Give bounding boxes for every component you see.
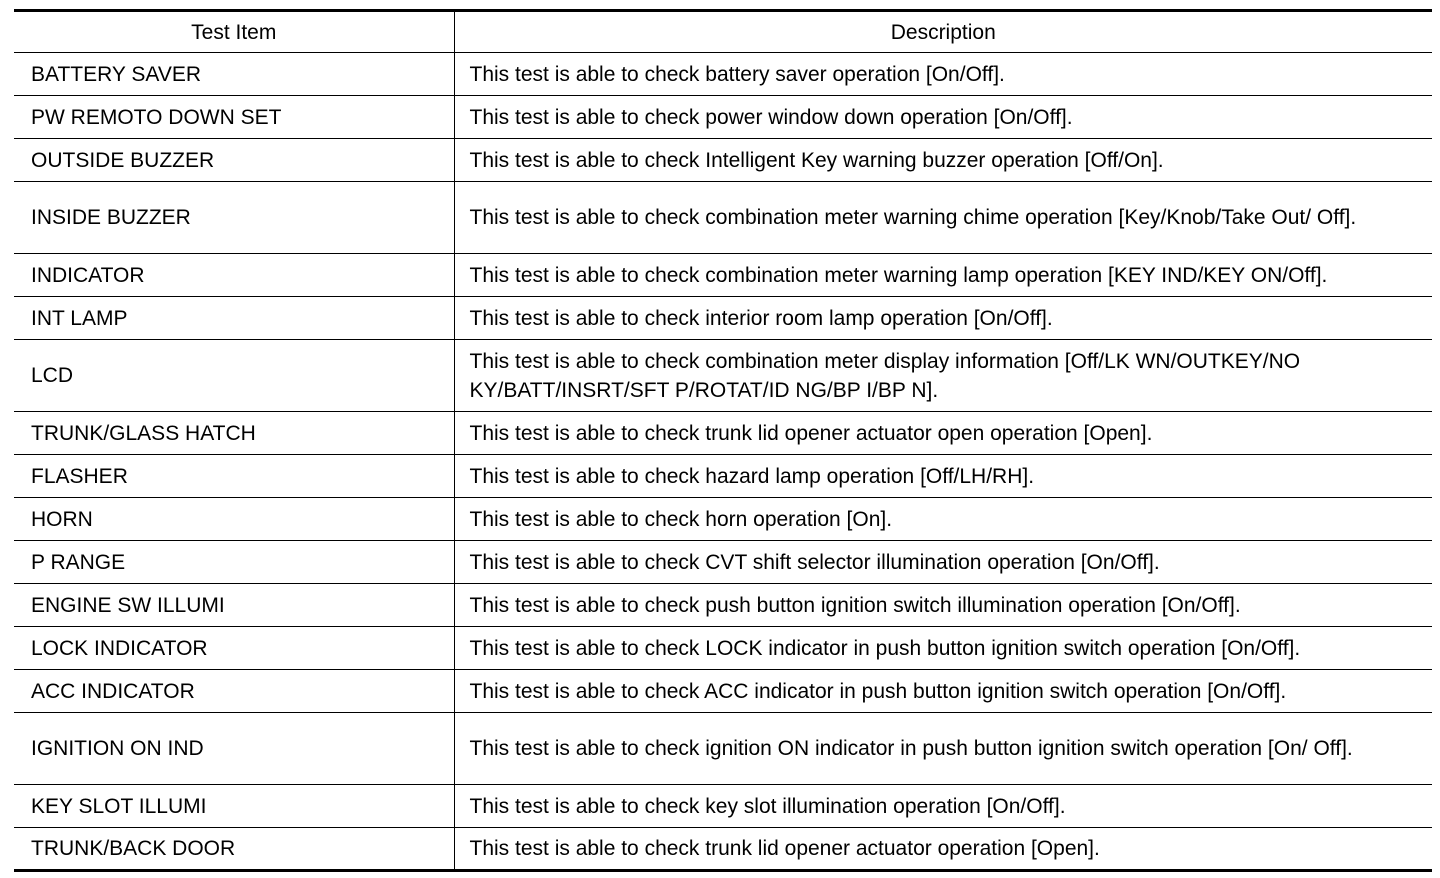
test-item-cell: LOCK INDICATOR — [14, 627, 454, 670]
table-row — [14, 541, 1432, 584]
test-item-cell: INDICATOR — [14, 254, 454, 297]
test-item-cell: P RANGE — [14, 541, 454, 584]
test-item-cell: KEY SLOT ILLUMI — [14, 785, 454, 828]
description-cell: This test is able to check push button ignition switch illumination operation [On/Off]. — [454, 584, 1432, 627]
description-cell: This test is able to check battery saver operation [On/Off]. — [454, 53, 1432, 96]
description-cell: This test is able to check trunk lid opener actuator open operation [Open]. — [454, 412, 1432, 455]
test-item-cell: TRUNK/BACK DOOR — [14, 828, 454, 871]
test-item-cell: PW REMOTO DOWN SET — [14, 96, 454, 139]
test-item-table-container — [14, 9, 1432, 872]
description-cell: This test is able to check combination meter warning chime operation [Key/Knob/Take Out/ Off]. — [454, 182, 1432, 254]
table-row — [14, 297, 1432, 340]
description-cell: This test is able to check ACC indicator in push button ignition switch operation [On/Off]. — [454, 670, 1432, 713]
table-row — [14, 828, 1432, 871]
description-cell: This test is able to check trunk lid opener actuator operation [Open]. — [469, 837, 1100, 860]
test-item-cell: INSIDE BUZZER — [14, 182, 454, 254]
column-header-description: Description — [454, 11, 1432, 53]
description-cell: This test is able to check interior room lamp operation [On/Off]. — [454, 297, 1432, 340]
column-header-test-item: Test Item — [14, 11, 454, 53]
test-item-cell: TRUNK/GLASS HATCH — [14, 412, 454, 455]
table-row — [14, 53, 1432, 96]
table-row — [14, 785, 1432, 828]
table-row — [14, 670, 1432, 713]
table-row — [14, 340, 1432, 412]
table-row — [14, 584, 1432, 627]
table-row — [14, 412, 1432, 455]
table-row — [14, 139, 1432, 182]
test-item-cell: IGNITION ON IND — [14, 713, 454, 785]
test-item-cell: HORN — [14, 498, 454, 541]
description-cell: This test is able to check Intelligent Key warning buzzer operation [Off/On]. — [454, 139, 1432, 182]
description-cell: This test is able to check ignition ON indicator in push button ignition switch operation [On/ Off]. — [454, 713, 1432, 785]
table-header-row — [14, 11, 1432, 53]
description-cell: This test is able to check LOCK indicator in push button ignition switch operation [On/Off]. — [454, 627, 1432, 670]
description-cell: This test is able to check CVT shift selector illumination operation [On/Off]. — [454, 541, 1432, 584]
test-item-cell: BATTERY SAVER — [14, 53, 454, 96]
description-cell: This test is able to check horn operation [On]. — [454, 498, 1432, 541]
table-row — [14, 182, 1432, 254]
table-row — [14, 498, 1432, 541]
test-item-cell: ENGINE SW ILLUMI — [14, 584, 454, 627]
test-item-cell: INT LAMP — [14, 297, 454, 340]
description-cell: This test is able to check hazard lamp operation [Off/LH/RH]. — [454, 455, 1432, 498]
test-item-cell: ACC INDICATOR — [14, 670, 454, 713]
test-item-cell: OUTSIDE BUZZER — [14, 139, 454, 182]
table-row — [14, 96, 1432, 139]
description-cell: This test is able to check power window down operation [On/Off]. — [454, 96, 1432, 139]
test-item-table — [14, 9, 1432, 872]
description-cell: This test is able to check key slot illumination operation [On/Off]. — [454, 785, 1432, 828]
table-row — [14, 627, 1432, 670]
description-cell: This test is able to check combination meter display information [Off/LK WN/OUTKEY/NO KY/BATT/INSRT/SFT P/ROTAT/ID NG/BP I/BP N]. — [454, 340, 1432, 412]
description-cell: This test is able to check combination meter warning lamp operation [KEY IND/KEY ON/Off]. — [454, 254, 1432, 297]
table-row — [14, 713, 1432, 785]
table-row — [14, 254, 1432, 297]
test-item-cell: LCD — [14, 340, 454, 412]
table-row — [14, 455, 1432, 498]
test-item-cell: FLASHER — [14, 455, 454, 498]
